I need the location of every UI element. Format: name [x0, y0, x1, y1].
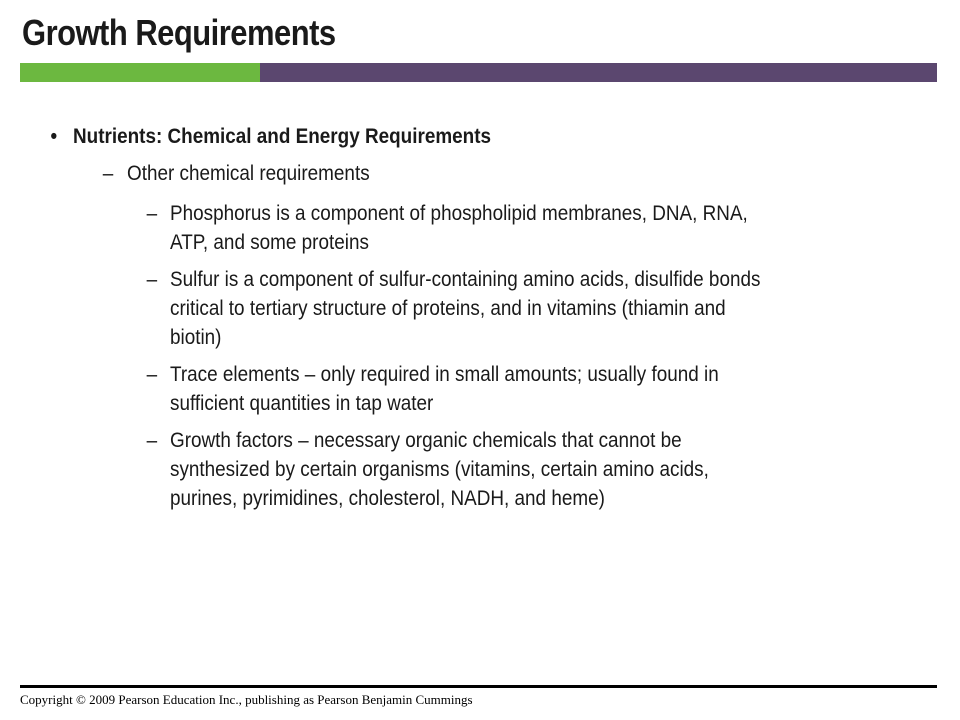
bullet-level1-text: Nutrients: Chemical and Energy Requirements — [73, 125, 492, 148]
sub-bullet-line: critical to tertiary structure of proteins, and in vitamins (thiamin and — [170, 297, 726, 320]
dash-marker: – — [146, 202, 158, 225]
title-bar-green-segment — [20, 63, 260, 82]
slide-title: Growth Requirements — [22, 12, 336, 53]
dash-marker: – — [146, 429, 158, 452]
dash-marker: – — [146, 363, 158, 386]
sub-bullet-line: Trace elements – only required in small amounts; usually found in — [170, 363, 719, 386]
sub-bullet-list — [146, 199, 854, 521]
bullet-level1 — [50, 125, 492, 149]
bullet-level2 — [102, 162, 370, 186]
sub-bullet-line: Sulfur is a component of sulfur-containing amino acids, disulfide bonds — [170, 268, 761, 291]
sub-bullet-line: synthesized by certain organisms (vitamins, certain amino acids, — [170, 458, 709, 481]
sub-bullet-item — [146, 360, 854, 418]
sub-bullet-line: purines, pyrimidines, cholesterol, NADH, and heme) — [170, 487, 605, 510]
copyright-text: Copyright © 2009 Pearson Education Inc., publishing as Pearson Benjamin Cummings — [20, 692, 473, 707]
sub-bullet-line: sufficient quantities in tap water — [170, 392, 434, 415]
dash-marker: – — [102, 162, 114, 185]
dash-marker: – — [146, 268, 158, 291]
sub-bullet-item — [146, 265, 854, 352]
bullet-marker: • — [50, 125, 58, 148]
sub-bullet-line: Phosphorus is a component of phospholipid membranes, DNA, RNA, — [170, 202, 748, 225]
footer-rule — [20, 685, 937, 688]
sub-bullet-item — [146, 199, 854, 257]
title-bar-purple-segment — [260, 63, 937, 82]
sub-bullet-line: Growth factors – necessary organic chemicals that cannot be — [170, 429, 682, 452]
sub-bullet-line: ATP, and some proteins — [170, 231, 369, 254]
sub-bullet-item — [146, 426, 854, 513]
sub-bullet-line: biotin) — [170, 326, 222, 349]
bullet-level2-text: Other chemical requirements — [127, 162, 370, 185]
